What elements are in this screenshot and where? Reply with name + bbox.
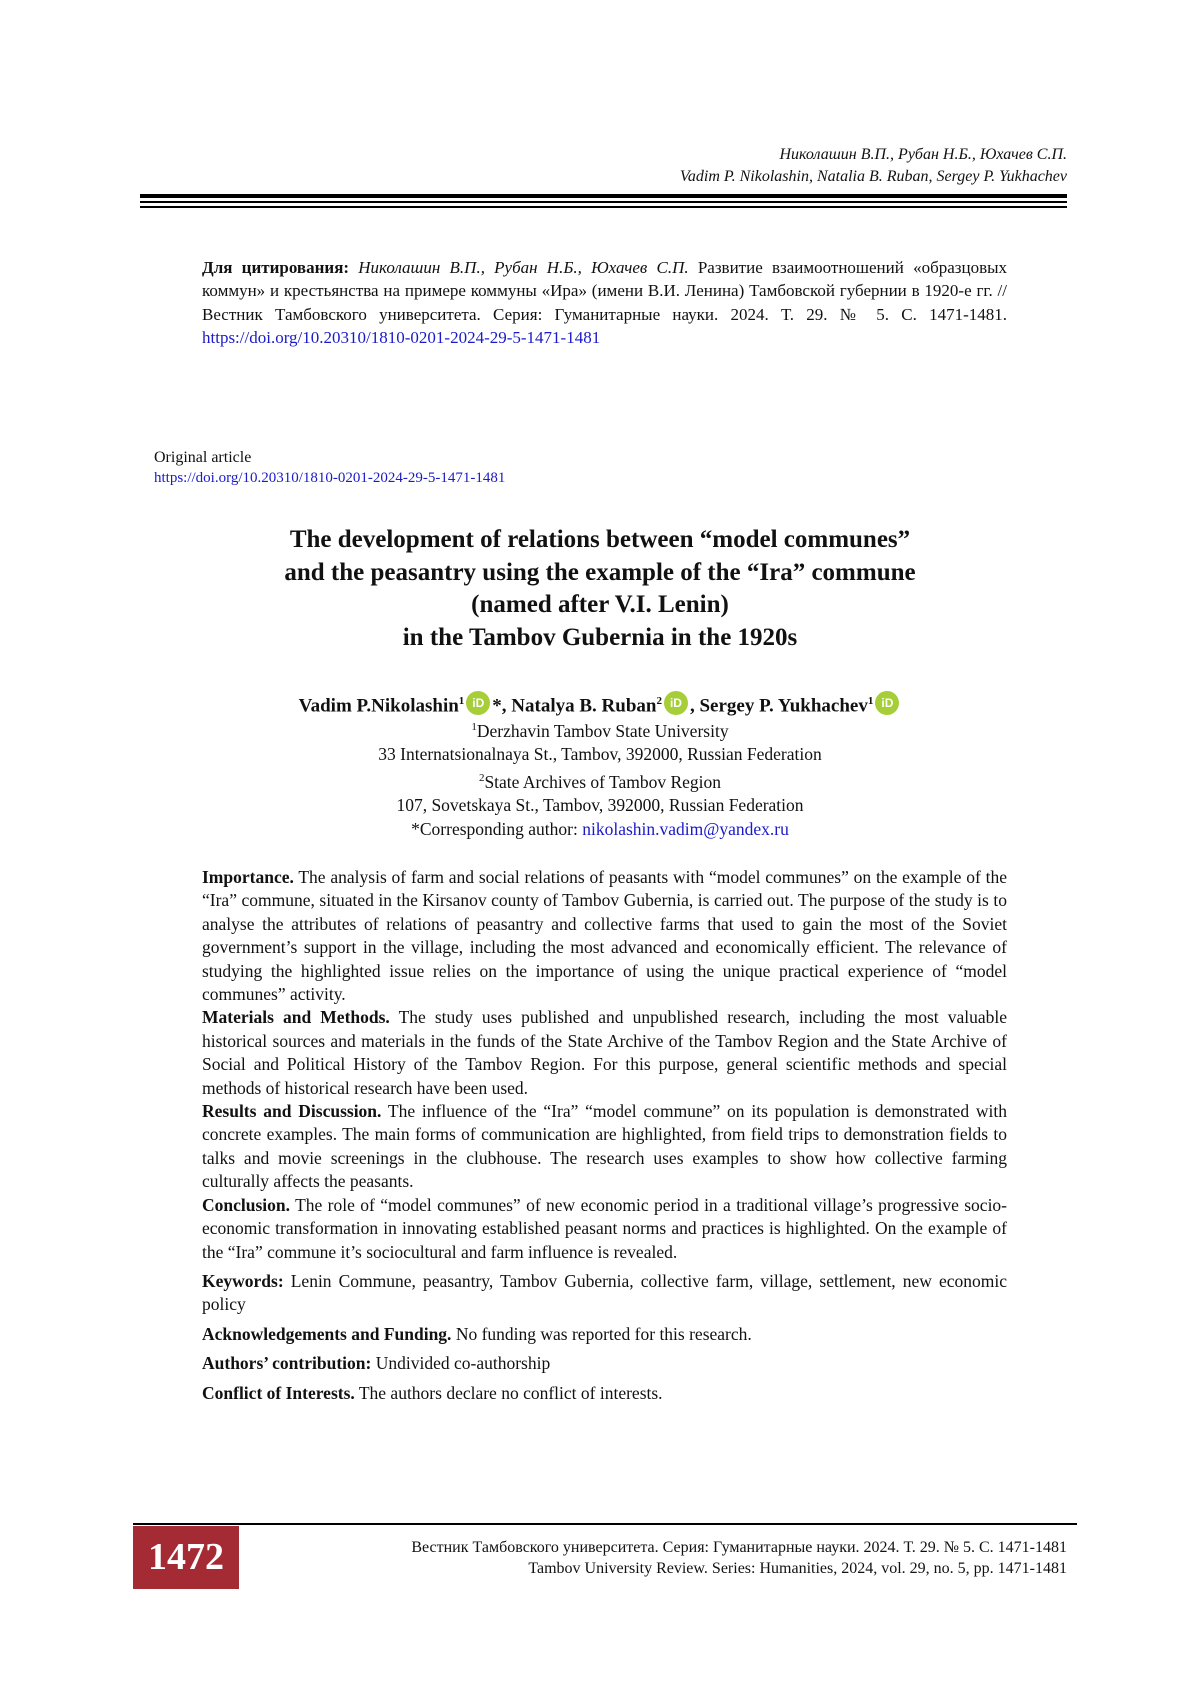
abstract-conclusion [202, 1194, 1007, 1264]
affiliation-name: State Archives of Tambov Region [484, 771, 722, 792]
article-title [150, 524, 1050, 654]
article-doi-link[interactable]: https://doi.org/10.20310/1810-0201-2024-29-5-1471-1481 [154, 470, 506, 486]
corresponding-email-link[interactable]: nikolashin.vadim@yandex.ru [582, 818, 789, 839]
funding-label: Acknowledgements and Funding. [202, 1323, 452, 1344]
conflict-of-interests [202, 1382, 1007, 1405]
affiliation-address: 107, Sovetskaya St., Tambov, 392000, Russian Federation [396, 795, 804, 816]
affiliation-marker: 1 [867, 695, 874, 707]
citation-text: Развитие взаимоотношений «образцовых коммун» и крестьянства на примере коммуны «Ира» (имени В.И. Ленина) Тамбовской губернии в 1920-е гг. // Вестник Тамбовского университета. Серия: Гуманитарные науки. 2024. Т. 29. № 5. С. 1471-1481. [202, 258, 1008, 324]
affiliation-marker: 1 [458, 695, 465, 707]
section-label: Importance. [202, 867, 294, 887]
corresponding-marker: *, [492, 695, 507, 717]
author-name: , Sergey P. Yukhachev [689, 695, 868, 717]
header-rule-thin [140, 201, 1067, 203]
title-line: in the Tambov Gubernia in the 1920s [402, 623, 798, 651]
keywords-text: Lenin Commune, peasantry, Tambov Gubernia, collective farm, village, settlement, new economic policy [202, 1270, 1007, 1315]
page-number: 1472 [133, 1526, 239, 1589]
abstract [202, 866, 1007, 1405]
author-name: Vadim P.Nikolashin [298, 695, 459, 717]
footer-journal-en: Tambov University Review. Series: Humanities, 2024, vol. 29, no. 5, pp. 1471-1481 [528, 1560, 1067, 1577]
affiliation-1 [150, 716, 1050, 743]
header-rule-thin [140, 206, 1067, 208]
section-text: The analysis of farm and social relations of peasants with “model communes” on the example of the “Ira” commune, situated in the Kirsanov county of Tambov Gubernia, is carried out. The purpose of the study is to analyse the attributes of relations of peasantry and collective farms that used to gain the most of the Soviet government’s support in the village, including the most advanced and economically efficient. The relevance of studying the highlighted issue relies on the importance of using the unique practical experience of “model communes” activity. [202, 867, 1007, 1005]
abstract-results [202, 1100, 1007, 1194]
funding [202, 1323, 1007, 1346]
header-rule [140, 194, 1067, 198]
conflict-label: Conflict of Interests. [202, 1382, 355, 1403]
author-list [150, 688, 1050, 719]
footer-journal [411, 1537, 1067, 1579]
orcid-icon[interactable]: iD [664, 691, 688, 715]
affiliation-marker: 2 [478, 771, 485, 784]
affiliation-name: Derzhavin Tambov State University [476, 720, 729, 741]
section-label: Materials and Methods. [202, 1007, 390, 1028]
section-text: The role of “model communes” of new economic period in a traditional village’s progressive socio-economic transformation in innovating established peasant norms and practices is highlighted. On the example of the “Ira” commune it’s sociocultural and farm influence is revealed. [202, 1194, 1008, 1262]
orcid-icon[interactable]: iD [875, 691, 899, 715]
title-line: and the peasantry using the example of the “Ira” commune [284, 558, 916, 586]
corresponding-author [150, 818, 1050, 842]
title-line: The development of relations between “model communes” [289, 526, 911, 553]
keywords [202, 1270, 1007, 1317]
affiliation-2 [150, 767, 1050, 794]
contribution-label: Authors’ contribution: [202, 1353, 372, 1374]
keywords-label: Keywords: [202, 1270, 284, 1291]
section-text: The study uses published and unpublished research, including the most valuable historical sources and materials in the funds of the State Archive of the Tambov Region and the State Archive of Social and Political History of the Tambov Region. For this purpose, general scientific methods and special methods of historical research have been used. [202, 1007, 1007, 1098]
footer-journal-ru: Вестник Тамбовского университета. Серия: Гуманитарные науки. 2024. Т. 29. № 5. С. 1471-1481 [411, 1539, 1067, 1556]
abstract-methods [202, 1006, 1007, 1100]
affiliation-marker: 1 [471, 721, 477, 733]
title-line: (named after V.I. Lenin) [471, 591, 729, 618]
section-label: Conclusion. [202, 1194, 291, 1215]
citation-label: Для цитирования: [202, 258, 350, 277]
citation-authors: Николашин В.П., Рубан Н.Б., Юхачев С.П. [358, 258, 689, 277]
running-head [680, 144, 1067, 188]
running-head-en: Vadim P. Nikolashin, Natalia B. Ruban, Sergey P. Yukhachev [679, 168, 1067, 185]
affiliation-address: 33 Internatsionalnaya St., Tambov, 392000, Russian Federation [378, 744, 822, 765]
contribution-text: Undivided co-authorship [375, 1353, 551, 1374]
authors-contribution [202, 1352, 1007, 1375]
author-name: Natalya B. Ruban [511, 695, 657, 717]
section-label: Results and Discussion. [202, 1101, 382, 1122]
affiliations [150, 716, 1050, 841]
article-type: Original article [154, 449, 252, 466]
article-meta [154, 448, 505, 488]
conflict-text: The authors declare no conflict of interests. [358, 1382, 663, 1403]
funding-text: No funding was reported for this research. [455, 1323, 752, 1344]
orcid-icon[interactable]: iD [466, 691, 490, 715]
corresponding-label: *Corresponding author: [411, 818, 578, 839]
affiliation-marker: 2 [656, 695, 662, 707]
running-head-ru: Николашин В.П., Рубан Н.Б., Юхачев С.П. [779, 146, 1067, 163]
citation-doi-link[interactable]: https://doi.org/10.20310/1810-0201-2024-29-5-1471-1481 [202, 328, 601, 348]
abstract-importance [202, 866, 1007, 1006]
citation-block [202, 256, 1007, 350]
footer-rule [133, 1523, 1077, 1525]
section-text: The influence of the “Ira” “model commune” on its population is demonstrated with concrete examples. The main forms of communication are highlighted, from field trips to demonstration fields to talks and movie screenings in the clubhouse. The research uses examples to show how collective farming culturally affects the peasants. [202, 1101, 1007, 1192]
